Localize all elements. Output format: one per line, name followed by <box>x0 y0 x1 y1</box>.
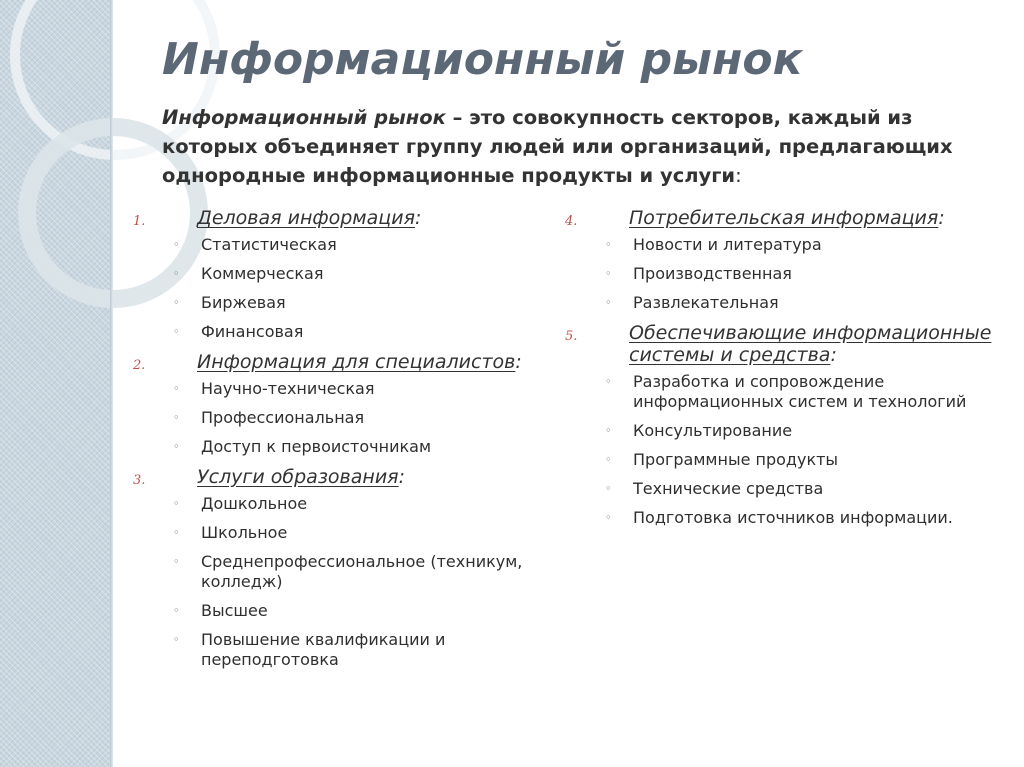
category-block <box>133 351 573 373</box>
category-heading <box>197 351 573 373</box>
category-number: 4. <box>565 214 578 229</box>
list-item <box>133 408 573 428</box>
bullet-icon: ◦ <box>173 411 180 424</box>
list-item <box>133 630 573 670</box>
list-item-text: Технические средства <box>633 479 824 498</box>
list-item-text: Развлекательная <box>633 293 779 312</box>
list-item <box>133 437 573 457</box>
bullet-icon: ◦ <box>605 267 612 280</box>
category-heading-text: Обеспечивающие информационные системы и средства <box>629 322 992 366</box>
list-item-text: Биржевая <box>201 293 286 312</box>
slide-title: Информационный рынок <box>162 34 803 85</box>
list-item-text: Новости и литература <box>633 235 822 254</box>
category-number: 2. <box>133 358 146 373</box>
list-item-text: Среднепрофессиональное (техникум, колледж) <box>201 552 523 591</box>
category-heading-suffix: : <box>398 466 406 488</box>
definition-tail: : <box>735 164 742 187</box>
category-heading <box>197 466 573 488</box>
list-item <box>133 552 573 592</box>
left-column <box>133 207 573 679</box>
list-item <box>133 264 573 284</box>
list-item-text: Статистическая <box>201 235 337 254</box>
list-item-text: Высшее <box>201 601 268 620</box>
bullet-icon: ◦ <box>605 424 612 437</box>
list-item-text: Научно-техническая <box>201 379 375 398</box>
bullet-icon: ◦ <box>605 511 612 524</box>
category-item-list <box>565 235 1005 313</box>
list-item <box>133 293 573 313</box>
category-item-list <box>133 494 573 670</box>
list-item-text: Производственная <box>633 264 792 283</box>
category-heading-text: Потребительская информация <box>629 207 939 229</box>
bullet-icon: ◦ <box>173 633 180 646</box>
list-item <box>133 601 573 621</box>
definition-text: – это совокупность секторов, каждый из которых объединяет группу людей или организаций, предлагающих однородные информационные продукты и услуги <box>162 106 953 187</box>
category-heading-suffix: : <box>415 207 422 229</box>
list-item-text: Профессиональная <box>201 408 365 427</box>
side-panel-edge <box>110 0 113 767</box>
list-item <box>133 235 573 255</box>
bullet-icon: ◦ <box>173 604 180 617</box>
category-block <box>565 207 1005 229</box>
list-item <box>565 508 1005 528</box>
list-item-text: Повышение квалификации и переподготовка <box>201 630 446 669</box>
bullet-icon: ◦ <box>173 296 180 309</box>
category-block <box>133 207 573 229</box>
bullet-icon: ◦ <box>173 238 180 251</box>
list-item <box>133 494 573 514</box>
bullet-icon: ◦ <box>173 497 180 510</box>
list-item-text: Финансовая <box>201 322 304 341</box>
definition-term: Информационный рынок <box>162 106 446 129</box>
bullet-icon: ◦ <box>173 526 180 539</box>
list-item <box>565 235 1005 255</box>
category-heading <box>629 207 1005 229</box>
bullet-icon: ◦ <box>173 555 180 568</box>
list-item-text: Дошкольное <box>201 494 308 513</box>
category-item-list <box>133 379 573 457</box>
list-item-text: Программные продукты <box>633 450 839 469</box>
list-item <box>565 264 1005 284</box>
bullet-icon: ◦ <box>173 325 180 338</box>
bullet-icon: ◦ <box>605 482 612 495</box>
list-item <box>133 379 573 399</box>
category-heading-suffix: : <box>830 344 837 366</box>
bullet-icon: ◦ <box>173 382 180 395</box>
category-heading-suffix: : <box>938 207 945 229</box>
right-column <box>565 207 1005 537</box>
category-number: 1. <box>133 214 146 229</box>
category-block <box>133 466 573 488</box>
category-item-list <box>133 235 573 342</box>
category-block <box>565 322 1005 366</box>
list-item-text: Коммерческая <box>201 264 324 283</box>
list-item-text: Консультирование <box>633 421 793 440</box>
list-item-text: Разработка и сопровождение информационных систем и технологий <box>633 372 967 411</box>
bullet-icon: ◦ <box>173 440 180 453</box>
bullet-icon: ◦ <box>605 296 612 309</box>
list-item <box>565 372 1005 412</box>
list-item <box>565 450 1005 470</box>
list-item-text: Школьное <box>201 523 288 542</box>
list-item <box>133 523 573 543</box>
category-heading-suffix: : <box>515 351 522 373</box>
category-number: 3. <box>133 473 146 488</box>
category-heading <box>629 322 1005 366</box>
category-number: 5. <box>565 329 578 344</box>
category-item-list <box>565 372 1005 528</box>
list-item <box>565 479 1005 499</box>
bullet-icon: ◦ <box>605 375 612 388</box>
bullet-icon: ◦ <box>605 453 612 466</box>
category-heading <box>197 207 573 229</box>
list-item <box>565 421 1005 441</box>
bullet-icon: ◦ <box>605 238 612 251</box>
list-item-text: Подготовка источников информации. <box>633 508 953 527</box>
definition-paragraph <box>162 103 982 190</box>
bullet-icon: ◦ <box>173 267 180 280</box>
list-item <box>133 322 573 342</box>
category-heading-text: Услуги образования <box>197 466 399 488</box>
list-item-text: Доступ к первоисточникам <box>201 437 432 456</box>
category-heading-text: Информация для специалистов <box>197 351 516 373</box>
list-item <box>565 293 1005 313</box>
category-heading-text: Деловая информация <box>197 207 415 229</box>
